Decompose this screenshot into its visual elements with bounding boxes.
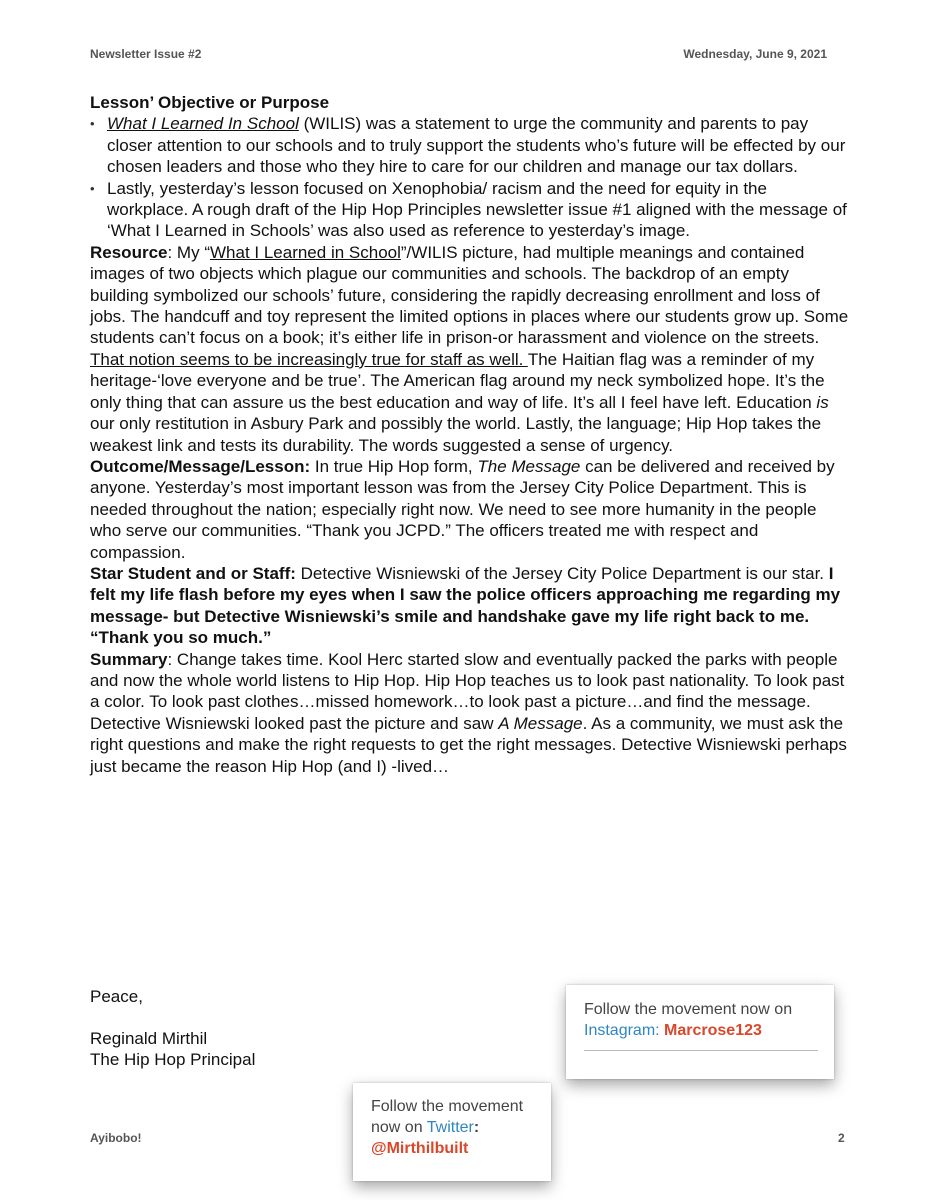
newsletter-body [90, 92, 850, 777]
signature-title: The Hip Hop Principal [90, 1050, 256, 1070]
signature [90, 1028, 255, 1071]
header-date: Wednesday, June 9, 2021 [683, 47, 827, 61]
twitter-label: Twitter [426, 1119, 474, 1136]
summary-text: : Change takes time. Kool Herc started slow and eventually packed the parks with people and now the whole world listens to Hip Hop. Hip Hop teaches us to look past nationality. To look past a color. To look past clothes…missed homework…to look past a picture…and find the message. Detective Wisniewski looked past the picture and saw [90, 649, 845, 733]
summary-italic: A Message [498, 713, 583, 733]
objective-list [90, 113, 850, 241]
instagram-label: Instagram: [584, 1022, 660, 1039]
star-bold: I felt my life flash before my eyes when I saw the police officers approaching me regarding my message- but Detective Wisniewski’s smile and handshake gave my life right back to me. “Thank you so much.” [90, 563, 841, 648]
twitter-prefix: now on [371, 1119, 427, 1136]
summary-label: Summary [90, 649, 168, 669]
outcome-italic: The Message [477, 456, 581, 476]
resource-text: The Haitian flag was a reminder of my heritage-‘love everyone and be true’. The American flag around my neck symbolized hope. It’s the only thing that can assure us the best education and way of life. It’s all I feel have left. Education [90, 349, 825, 412]
twitter-handle[interactable]: @Mirthilbuilt [371, 1140, 469, 1157]
summary-paragraph [90, 649, 850, 777]
twitter-callout-text: Follow the movement [371, 1098, 524, 1115]
resource-italic: is [816, 392, 829, 412]
outcome-paragraph [90, 456, 850, 563]
list-item [90, 113, 850, 177]
list-item: • Lastly, yesterday’s lesson focused on Xenophobia/ racism and the need for equity in the workplace. A rough draft of the Hip Hop Principles newsletter issue #1 aligned with the message of ‘What I Learned in Schools’ was also used as reference to yesterday’s image. [90, 178, 850, 242]
star-paragraph [90, 563, 850, 649]
wilis-title: What I Learned In School [107, 114, 299, 134]
footer-text: Ayibobo! [90, 1131, 142, 1145]
page-number: 2 [838, 1131, 845, 1145]
resource-label: Resource [90, 242, 168, 262]
resource-text: : My “ [167, 242, 210, 262]
star-label: Star Student and or Staff: [90, 563, 296, 583]
outcome-label: Outcome/Message/Lesson: [90, 456, 311, 476]
instagram-handle[interactable]: Marcrose123 [664, 1022, 762, 1039]
resource-text: our only restitution in Asbury Park and possibly the world. Lastly, the language; Hip Hop takes the weakest link and tests its durability. The words suggested a sense of urgency. [90, 414, 822, 455]
instagram-callout-text: Follow the movement now on [584, 1001, 793, 1018]
twitter-callout [353, 1083, 551, 1181]
star-text: Detective Wisniewski of the Jersey City Police Department is our star. [295, 563, 829, 583]
summary-text: . As a community, we must ask the right questions and make the right requests to get the right messages. Detective Wisniewski perhaps just became the reason Hip Hop (and I) -lived… [90, 713, 847, 776]
resource-text: ”/WILIS picture, had multiple meanings and contained images of two objects which plague our communities and schools. The backdrop of an empty building symbolized our schools’ future, considering the rapidly decreasing enrollment and loss of jobs. The handcuff and toy represent the limited options in places where our students grow up. Some students can’t focus on a book; it’s either life in prison-or harassment and violence on the streets. [90, 242, 849, 348]
outcome-text: can be delivered and received by anyone. Yesterday’s most important lesson was from the Jersey City Police Department. This is needed throughout the nation; especially right now. We need to see more humanity in the people who serve our communities. “Thank you JCPD.” The officers treated me with respect and compassion. [90, 456, 835, 562]
header-issue: Newsletter Issue #2 [90, 47, 202, 61]
outcome-text: In true Hip Hop form, [310, 456, 478, 476]
resource-paragraph [90, 242, 850, 456]
bullet-text: (WILIS) was a statement to urge the community and parents to pay closer attention to our schools and to truly support the students who’s future will be effected by our chosen leaders and those who they hire to care for our children and manage our tax dollars. [107, 114, 846, 177]
instagram-callout [566, 985, 834, 1079]
resource-link: What I Learned in School [209, 242, 401, 262]
divider [584, 1050, 818, 1051]
twitter-colon: : [473, 1119, 480, 1136]
objective-title: Lesson’ Objective or Purpose [90, 93, 330, 112]
signature-name: Reginald Mirthil [90, 1029, 208, 1048]
signoff-peace: Peace, [90, 987, 143, 1006]
resource-underlined: That notion seems to be increasingly true for staff as well. [90, 349, 528, 369]
